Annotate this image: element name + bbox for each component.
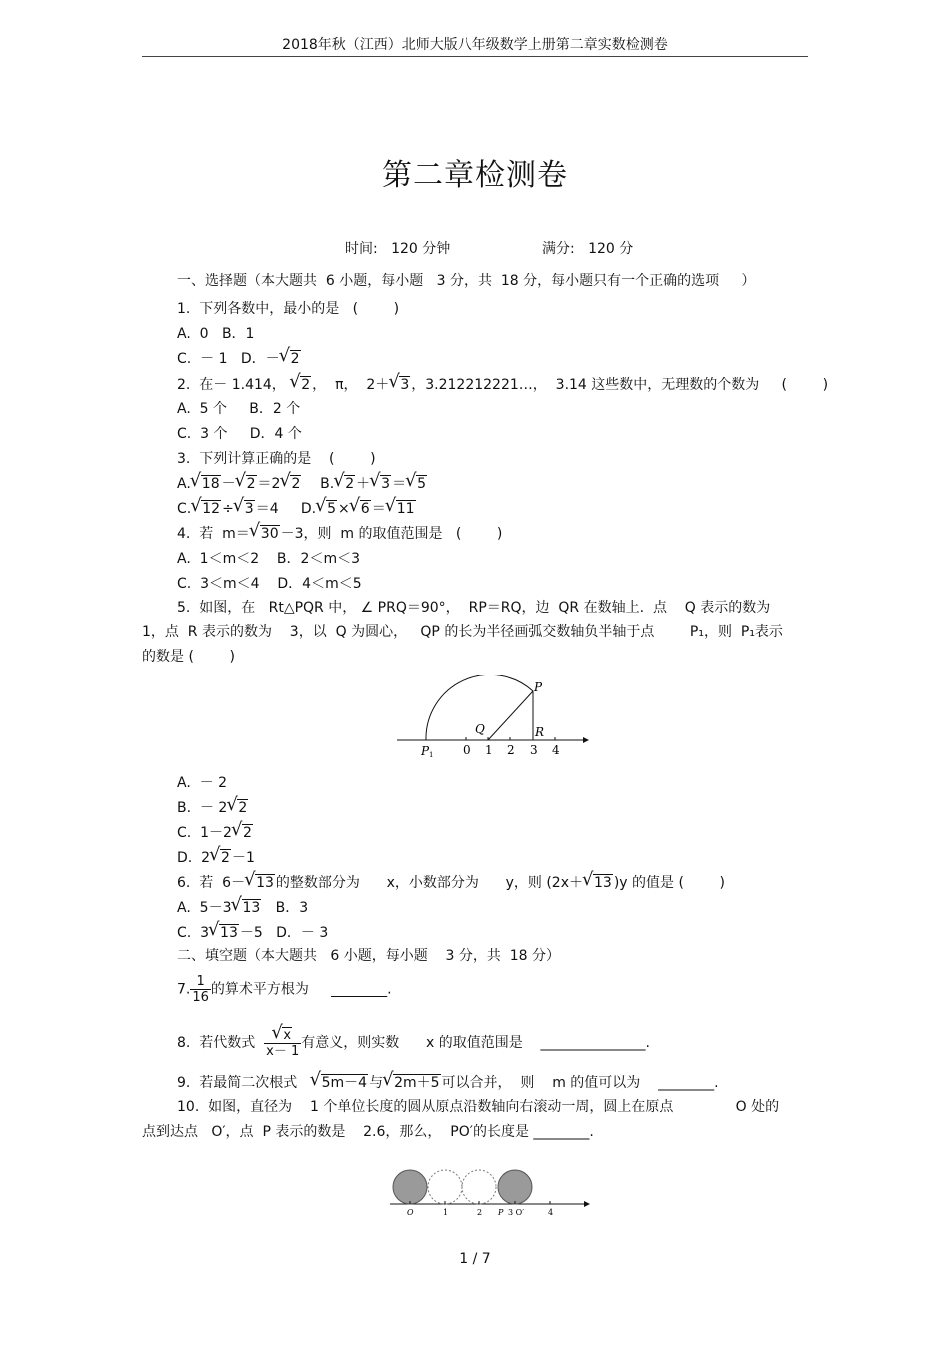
label-3-o-prime: 3 O′ <box>508 1208 525 1217</box>
q5-option-d: D. 2√ 2 －1 <box>177 848 255 868</box>
section-1-heading: 一、选择题（本大题共 6 小题，每小题 3 分，共 18 分，每小题只有一个正确的选项 ） <box>177 273 756 289</box>
q4-options-ab: A. 1＜m＜2 B．2＜m＜3 <box>177 551 360 567</box>
full-score: 满分: 120 分 <box>542 241 634 257</box>
page-header: 2018年秋（江西）北师大版八年级数学上册第二章实数检测卷 <box>142 36 808 57</box>
q5-figure <box>395 675 590 760</box>
tick-4: 4 <box>548 1208 554 1217</box>
q8-stem: 8. 若代数式 √ $\frac{x}{x- 1}$ 有意义，则实数 x 的取值范围是 _______________. <box>177 1024 650 1062</box>
label-p1: P <box>421 744 430 758</box>
q10-figure <box>388 1160 593 1218</box>
q5-stem-line2: 1，点 R 表示的数为 3，以 Q 为圆心， QP 的长为半径画弧交数轴负半轴于点 P₁，则 P₁表示 <box>142 624 783 640</box>
q3-stem: 3. 下列计算正确的是 ( ) <box>177 451 376 467</box>
q7-stem: 7. $\frac{1}{16}$ 的算术平方根为 ________. <box>177 974 392 1005</box>
q1-options-ab: A. 0 B．1 <box>177 326 255 342</box>
tick-2: 2 <box>477 1208 483 1217</box>
q1-stem: 1. 下列各数中，最小的是 ( ) <box>177 301 400 317</box>
tick-1: 1 <box>485 743 493 757</box>
page-number: 1 / 7 <box>459 1251 491 1267</box>
label-o: O <box>407 1208 414 1217</box>
tick-1: 1 <box>443 1208 449 1217</box>
q2-stem: 2. 在－ 1.414， √ 2 ， π， 2＋√ 3 ，3.212212221…， 3.14 这些数中，无理数的个数为 ( ) <box>177 375 828 395</box>
q2-options-ab: A. 5 个 B．2 个 <box>177 401 301 417</box>
q3-options-cd: C.√ 12 ÷√ 3 ＝4 D.√ 5 ×√ 6 ＝√ 11 <box>177 499 417 519</box>
time-limit: 时间: 120 分钟 <box>345 241 451 257</box>
tick-2: 2 <box>507 743 515 757</box>
q2-options-cd: C. 3 个 D．4 个 <box>177 426 302 442</box>
label-r: R <box>535 725 545 739</box>
tick-4: 4 <box>552 743 560 757</box>
q5-option-b: B. － 2√ 2 <box>177 798 249 818</box>
section-2-heading: 二、填空题（本大题共 6 小题，每小题 3 分，共 18 分） <box>177 948 561 964</box>
label-q: Q <box>475 722 485 736</box>
tick-3: 3 <box>530 743 538 757</box>
q9-stem: 9. 若最简二次根式 √ 5m－4 与√ 2m＋5 可以合并， 则 m 的值可以为 ________. <box>177 1073 719 1093</box>
tick-0: 0 <box>463 743 471 757</box>
q5-stem-line1: 5. 如图，在 Rt△PQR 中， ∠ PRQ＝90°， RP＝RQ，边 QR 在数轴上. 点 Q 表示的数为 <box>177 600 771 616</box>
label-p: P <box>534 680 543 694</box>
label-p1-sub: 1 <box>429 751 434 759</box>
q4-stem: 4. 若 m＝√ 30 －3，则 m 的取值范围是 ( ) <box>177 524 502 544</box>
label-p: P <box>498 1208 504 1217</box>
q3-options-ab: A.√ 18 －√ 2 ＝2√ 2 B.√ 2 ＋√ 3 ＝√ 5 <box>177 474 428 494</box>
q5-option-a: A. － 2 <box>177 775 228 791</box>
q7-fraction: $\frac{1}{16}$ <box>192 974 209 1005</box>
q5-option-c: C. 1－2√ 2 <box>177 823 254 843</box>
q6-options-cd: C. 3√ 13 －5 D．－ 3 <box>177 923 328 943</box>
q6-options-ab: A. 5－3√ 13 B．3 <box>177 898 308 918</box>
q5-stem-line3: 的数是 ( ) <box>142 649 235 665</box>
q6-stem: 6. 若 6－√ 13 的整数部分为 x，小数部分为 y，则 (2x＋√ 13 )y 的值是 ( ) <box>177 873 725 893</box>
page-title: 第二章检测卷 <box>382 158 568 193</box>
q4-options-cd: C. 3＜m＜4 D．4＜m＜5 <box>177 576 362 592</box>
q8-fraction: √ $\frac{x}{x- 1}$ <box>264 1028 301 1059</box>
q1-options-cd: C. － 1 D．－√ 2 <box>177 349 302 369</box>
q10-stem-line2: 点到达点 O′，点 P 表示的数是 2.6，那么， PO′的长度是 ________. <box>142 1124 594 1140</box>
q10-stem-line1: 10. 如图，直径为 1 个单位长度的圆从原点沿数轴向右滚动一周，圆上在原点 O 处的 <box>177 1099 780 1115</box>
